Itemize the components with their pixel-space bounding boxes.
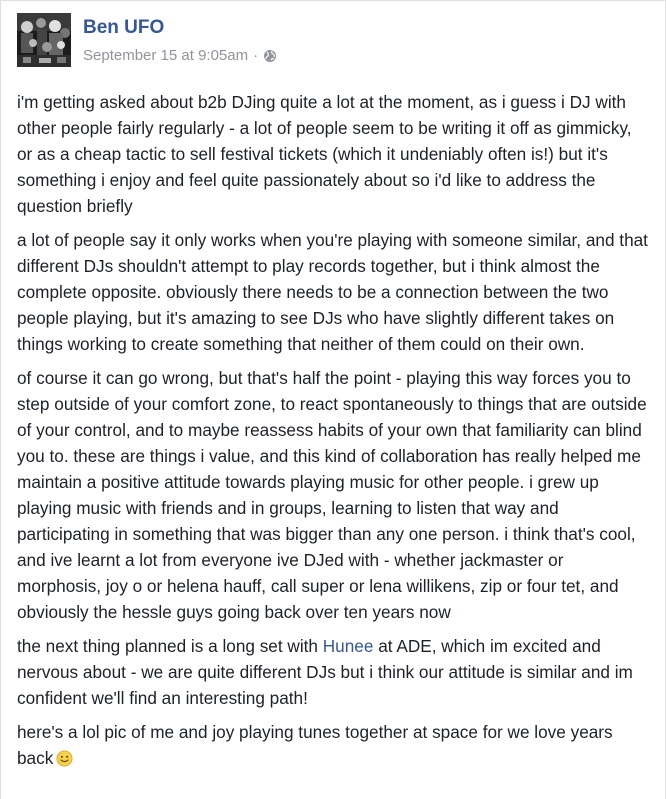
post-meta (83, 47, 277, 64)
post-timestamp[interactable]: September 15 at 9:05am (83, 47, 249, 64)
post-body (17, 89, 651, 779)
avatar[interactable] (17, 13, 71, 67)
author-name[interactable]: Ben UFO (83, 17, 165, 38)
hunee-link[interactable]: Hunee (322, 636, 374, 656)
text-span: the next thing planned is a long set with (17, 636, 323, 656)
text-span: here's a lol pic of me and joy playing tunes together at space for we love years back (17, 722, 613, 768)
post-paragraph (17, 719, 651, 771)
post-paragraph (17, 633, 651, 711)
post-paragraph: of course it can go wrong, but that's half the point - playing this way forces you to step outside of your comfort zone, to react spontaneously to things that are outside of your control, and to maybe reassess habits of your own that familiarity can blind you to. these are things i value, and this kind of collaboration has really helped me maintain a positive attitude towards playing music for other people. i grew up playing music with friends and in groups, learning to listen that way and participating in something that was bigger than any one person. i think that's cool, and ive learnt a lot from everyone ive DJed with - whether jackmaster or morphosis, joy o or helena hauff, call super or lena willikens, zip or four tet, and obviously the hessle guys going back over ten years now (17, 368, 647, 622)
post-paragraph: i'm getting asked about b2b DJing quite a lot at the moment, as i guess i DJ with other people fairly regularly - a lot of people seem to be writing it off as gimmicky, or as a cheap tactic to sell festival tickets (which it undeniably often is!) but it's something i enjoy and feel quite passionately about so i'd like to address the question briefly (17, 92, 632, 216)
meta-separator: · (253, 47, 259, 64)
post-paragraph: a lot of people say it only works when you're playing with someone similar, and that different DJs shouldn't attempt to play records together, but i think almost the complete opposite. obviously there needs to be a connection between the two people playing, but it's amazing to see DJs who have slightly different takes on things working to create something that neither of them could on their own. (17, 230, 648, 354)
smiley-icon (56, 750, 73, 767)
avatar-photo (17, 13, 71, 67)
globe-icon[interactable] (263, 49, 277, 63)
text-span: at ADE, which im excited and nervous about - we are quite different DJs but i think our attitude is similar and im confident we'll find an interesting path! (17, 636, 633, 708)
post-header (17, 13, 649, 69)
